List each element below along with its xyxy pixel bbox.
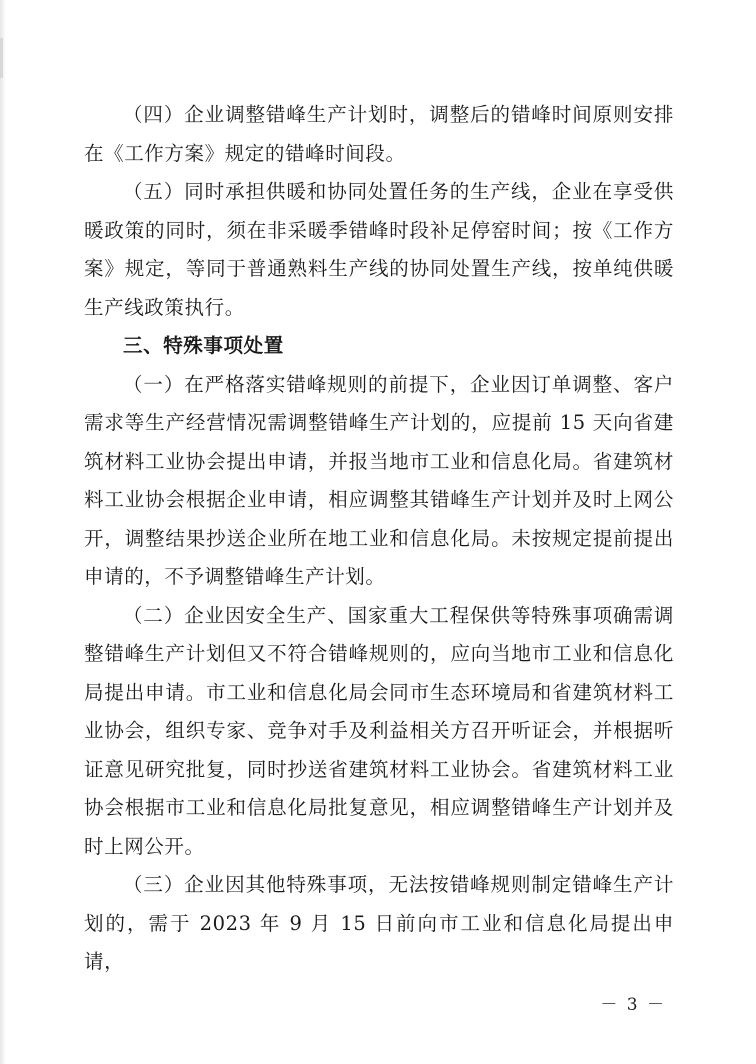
page-number: － 3 － — [600, 995, 666, 1015]
scan-mark — [0, 38, 3, 78]
paragraph-5: （五）同时承担供暖和协同处置任务的生产线，企业在享受供暖政策的同时，须在非采暖季错峰时段补足停窑时间；按《工作方案》规定，等同于普通熟料生产线的协同处置生产线，按单纯供暖生产线政策执行。 — [84, 180, 674, 319]
section-heading: 三、特殊事项处置 — [123, 334, 284, 357]
paragraph-4: （四）企业调整错峰生产计划时，调整后的错峰时间原则安排在《工作方案》规定的错峰时间段。 — [84, 103, 674, 165]
section-paragraph-3: （三）企业因其他特殊事项，无法按错峰规则制定错峰生产计划的，需于 2023 年 9 月 15 日前向市工业和信息化局提出申请， — [84, 873, 674, 973]
scan-edge-shadow — [0, 0, 6, 1064]
document-body — [84, 96, 674, 982]
section-paragraph-2: （二）企业因安全生产、国家重大工程保供等特殊事项确需调整错峰生产计划但又不符合错峰规则的，应向当地市工业和信息化局提出申请。市工业和信息化局会同市生态环境局和省建筑材料工业协会，组织专家、竞争对手及利益相关方召开听证会，并根据听证意见研究批复，同时抄送省建筑材料工业协会。省建筑材料工业协会根据市工业和信息化局批复意见，相应调整错峰生产计划并及时上网公开。 — [84, 603, 674, 858]
section-paragraph-1: （一）在严格落实错峰规则的前提下，企业因订单调整、客户需求等生产经营情况需调整错峰生产计划的，应提前 15 天向省建筑材料工业协会提出申请，并报当地市工业和信息化局。省建筑材料工业协会根据企业申请，相应调整其错峰生产计划并及时上网公开，调整结果抄送企业所在地工业和信息化局。未按规定提前提出申请的，不予调整错峰生产计划。 — [84, 372, 674, 588]
